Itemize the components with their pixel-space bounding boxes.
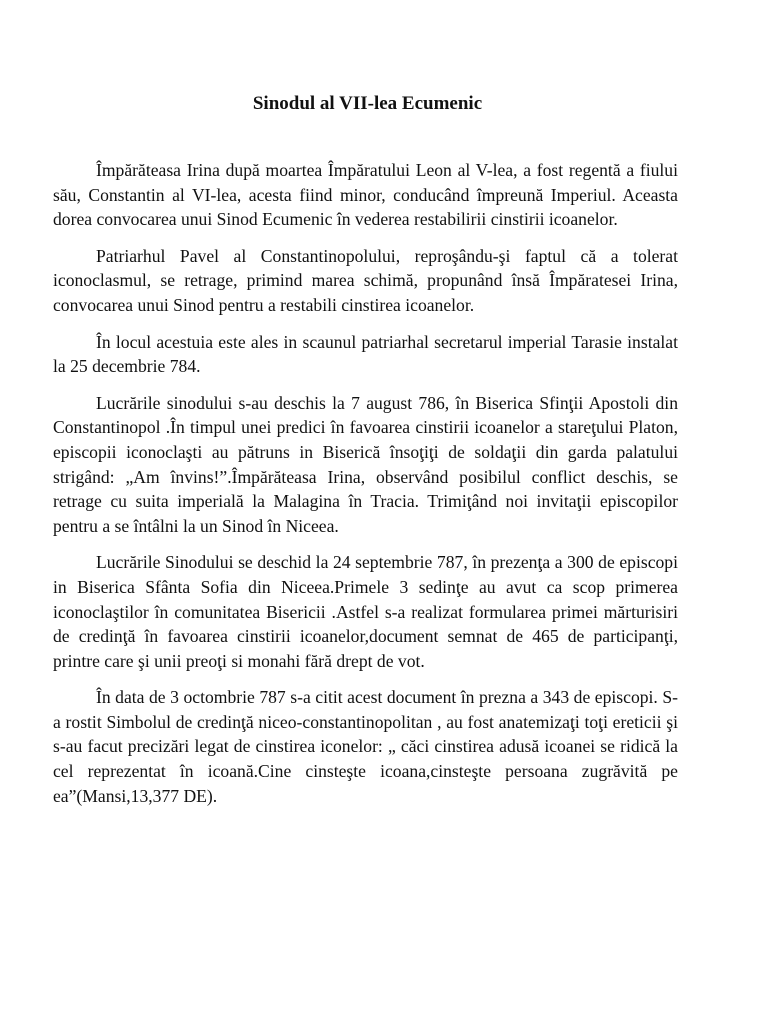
paragraph-2: Patriarhul Pavel al Constantinopolului, reproşându-şi faptul că a tolerat iconoclasmul, se retrage, primind marea schimă, propunând însă Împăratesei Irina, convocarea unui Sinod pentru a restabili cinstirea icoanelor. <box>53 245 678 315</box>
paragraph-5: Lucrările Sinodului se deschid la 24 septembrie 787, în prezenţa a 300 de episcopi in Biserica Sfânta Sofia din Niceea.Primele 3 sedinţe au avut ca scop primerea iconoclaştilor în comunitatea Bisericii .Astfel s-a realizat formularea primei mărturisiri de credinţă în favoarea cinstirii icoanelor,document semnat de 465 de participanţi, printre care şi unii preoţi si monahi fără drept de vot. <box>53 552 678 671</box>
document-page <box>53 92 678 820</box>
paragraph-1: Împărăteasa Irina după moartea Împăratului Leon al V-lea, a fost regentă a fiului său, Constantin al VI-lea, acesta fiind minor, conducând împreună Imperiul. Aceasta dorea convocarea unui Sinod Ecumenic în vederea restabilirii cinstirii icoanelor. <box>53 160 678 230</box>
paragraph-4: Lucrările sinodului s-au deschis la 7 august 786, în Biserica Sfinţii Apostoli din Constantinopol .În timpul unei predici în favoarea cinstirii icoanelor a stareţului Platon, episcopii iconoclaşti au pătruns in Biserică însoţiţi de soldaţii din garda palatului strigând: „Am învins!”.Împărăteasa Irina, observând posibilul conflict deschis, se retrage cu suita imperială la Malagina în Tracia. Trimiţând noi invitaţii episcopilor pentru a se întâlni la un Sinod în Niceea. <box>53 392 678 536</box>
paragraph-6: În data de 3 octombrie 787 s-a citit acest document în prezna a 343 de episcopi. S-a rostit Simbolul de credinţă niceo-constantinopolitan , au fost anatemizaţi toţi ereticii şi s-au facut precizări legat de cinstirea iconelor: „ căci cinstirea adusă icoanei se ridică la cel reprezentat în icoană.Cine cinsteşte icoana,cinsteşte persoana zugrăvită pe ea”(Mansi,13,377 DE). <box>53 687 678 806</box>
document-title: Sinodul al VII-lea Ecumenic <box>252 93 483 114</box>
paragraph-3: În locul acestuia este ales in scaunul patriarhal secretarul imperial Tarasie instalat la 25 decembrie 784. <box>53 331 678 377</box>
